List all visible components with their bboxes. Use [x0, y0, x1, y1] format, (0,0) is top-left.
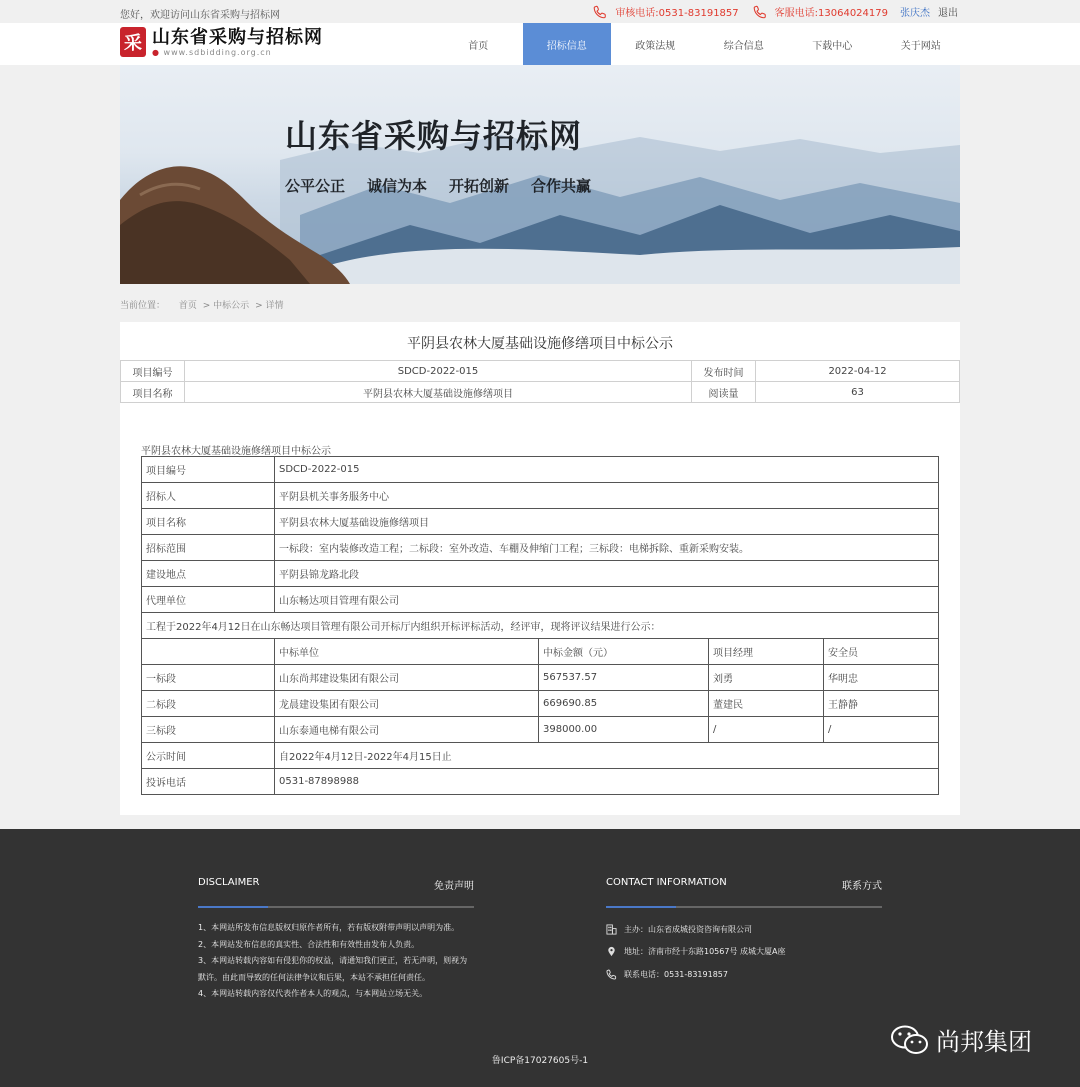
info-value: 一标段：室内装修改造工程；二标段：室外改造、车棚及伸缩门工程；三标段：电梯拆除、重新采购安装。	[275, 535, 939, 561]
table-row	[142, 561, 939, 587]
lot-safety: 华明忠	[824, 665, 939, 691]
contact-title-en: CONTACT INFORMATION	[606, 877, 727, 888]
breadcrumb	[120, 298, 286, 311]
disclaimer-title-cn: 免责声明	[434, 881, 474, 892]
slogan: 公平公正	[285, 177, 346, 195]
lot-safety: /	[824, 717, 939, 743]
info-value: 自2022年4月12日-2022年4月15日止	[275, 743, 939, 769]
site-logo[interactable]: 采 山东省采购与招标网 ● www.sdbidding.org.cn	[120, 27, 323, 57]
watermark-text: 尚邦集团	[936, 1028, 1032, 1056]
meta-label: 阅读量	[692, 382, 756, 403]
section-caption: 平阴县农林大厦基础设施修缮项目中标公示	[141, 446, 331, 457]
info-value: 山东畅达项目管理有限公司	[275, 587, 939, 613]
contact-phone: 联系电话：0531-83191857	[624, 969, 728, 979]
hero-banner	[120, 65, 960, 284]
contact-address: 地址：济南市经十东路10567号 成城大厦A座	[624, 947, 786, 957]
main-nav	[434, 23, 965, 65]
lot-manager: /	[709, 717, 824, 743]
info-label: 项目名称	[142, 509, 275, 535]
info-label: 投诉电话	[142, 769, 275, 795]
table-row	[142, 457, 939, 483]
lot-unit: 龙晨建设集团有限公司	[275, 691, 539, 717]
info-label: 建设地点	[142, 561, 275, 587]
disclaimer-title-en: DISCLAIMER	[198, 877, 260, 888]
lot-unit: 山东泰通电梯有限公司	[275, 717, 539, 743]
logo-title: 山东省采购与招标网	[152, 26, 323, 48]
meta-label: 项目名称	[121, 382, 185, 403]
table-row	[142, 613, 939, 639]
info-label: 招标范围	[142, 535, 275, 561]
column-header: 安全员	[824, 639, 939, 665]
lot-label: 二标段	[142, 691, 275, 717]
table-row	[142, 665, 939, 691]
nav-item-general-info[interactable]: 综合信息	[723, 40, 764, 52]
info-value: 平阴县锦龙路北段	[275, 561, 939, 587]
lot-manager: 刘勇	[709, 665, 824, 691]
disclaimer-item: 1、本网站所发布信息版权归原作者所有，若有版权附带声明以声明为准。	[198, 923, 460, 932]
table-row	[121, 382, 960, 403]
lot-manager: 董建民	[709, 691, 824, 717]
top-bar-contacts	[593, 4, 958, 19]
nav-item-downloads[interactable]: 下载中心	[812, 40, 853, 52]
info-label: 公示时间	[142, 743, 275, 769]
slogan: 合作共赢	[531, 177, 592, 195]
column-header: 中标金额（元）	[539, 639, 709, 665]
disclaimer-item: 3、本网站转载内容如有侵犯你的权益，请通知我们更正，若无声明，则视为默许。由此而导致的任何法律争议和后果，本站不承担任何责任。	[198, 956, 468, 982]
table-row	[142, 509, 939, 535]
info-label: 招标人	[142, 483, 275, 509]
article-panel	[120, 322, 960, 815]
info-statement: 工程于2022年4月12日在山东畅达项目管理有限公司开标厅内组织开标评标活动，经评审，现将评议结果进行公示：	[142, 613, 939, 639]
disclaimer-item: 2、本网站发布信息的真实性、合法性和有效性由发布人负责。	[198, 939, 420, 949]
table-row	[142, 483, 939, 509]
breadcrumb-label: 当前位置：	[120, 301, 166, 311]
info-value: 0531-87898988	[275, 769, 939, 795]
banner-slogans	[285, 175, 591, 196]
lot-unit: 山东尚邦建设集团有限公司	[275, 665, 539, 691]
contact-section	[606, 877, 882, 986]
breadcrumb-section[interactable]: > 中标公示	[202, 301, 250, 311]
info-value: 平阴县机关事务服务中心	[275, 483, 939, 509]
contact-title-cn: 联系方式	[842, 881, 882, 892]
phone-icon	[753, 5, 767, 19]
logo-url: www.sdbidding.org.cn	[163, 47, 272, 57]
info-value: 平阴县农林大厦基础设施修缮项目	[275, 509, 939, 535]
table-row	[142, 769, 939, 795]
info-label: 代理单位	[142, 587, 275, 613]
audit-phone: 审核电话:0531-83191857	[615, 8, 739, 19]
info-label	[142, 639, 275, 665]
slogan: 开拓创新	[449, 177, 510, 195]
logo-mark-icon: 采	[120, 27, 146, 57]
info-label: 项目编号	[142, 457, 275, 483]
site-footer	[0, 829, 1080, 1087]
article-title: 平阴县农林大厦基础设施修缮项目中标公示	[407, 336, 673, 352]
column-header: 中标单位	[275, 639, 539, 665]
site-header	[0, 23, 1080, 65]
table-row	[142, 535, 939, 561]
logout-link[interactable]: 退出	[938, 8, 958, 19]
building-icon	[606, 924, 620, 935]
info-value: SDCD-2022-015	[275, 457, 939, 483]
breadcrumb-home[interactable]: 首页	[178, 301, 197, 311]
breadcrumb-current: > 详情	[255, 301, 284, 311]
nav-item-bidding-info[interactable]: 招标信息	[523, 23, 612, 65]
table-row	[142, 743, 939, 769]
lot-label: 一标段	[142, 665, 275, 691]
footer-divider	[606, 906, 882, 908]
wechat-icon	[890, 1024, 930, 1056]
article-meta-table	[120, 360, 960, 403]
nav-item-policy[interactable]: 政策法规	[635, 40, 676, 52]
location-pin-icon	[606, 946, 620, 957]
table-row	[142, 587, 939, 613]
column-header: 项目经理	[709, 639, 824, 665]
award-info-table	[141, 456, 939, 795]
nav-item-home[interactable]: 首页	[468, 40, 489, 52]
top-bar	[0, 0, 1080, 23]
nav-item-about[interactable]: 关于网站	[900, 40, 941, 52]
table-header-row	[142, 639, 939, 665]
lot-safety: 王静静	[824, 691, 939, 717]
user-link[interactable]: 张庆杰	[900, 8, 930, 19]
meta-value: SDCD-2022-015	[185, 361, 692, 382]
lot-amount: 567537.57	[539, 665, 709, 691]
phone-icon	[606, 969, 620, 980]
meta-label: 项目编号	[121, 361, 185, 382]
lot-amount: 669690.85	[539, 691, 709, 717]
welcome-text: 您好，欢迎访问山东省采购与招标网	[120, 10, 280, 21]
footer-divider	[198, 906, 474, 908]
table-row	[121, 361, 960, 382]
table-row	[142, 691, 939, 717]
phone-icon	[593, 5, 607, 19]
icp-record[interactable]: 鲁ICP备17027605号-1	[491, 1056, 589, 1066]
meta-value: 2022-04-12	[756, 361, 960, 382]
slogan: 诚信为本	[367, 177, 428, 195]
lot-label: 三标段	[142, 717, 275, 743]
meta-value: 平阴县农林大厦基础设施修缮项目	[185, 382, 692, 403]
table-row	[142, 717, 939, 743]
lot-amount: 398000.00	[539, 717, 709, 743]
service-phone: 客服电话:13064024179	[774, 8, 888, 19]
disclaimer-item: 4、本网站转载内容仅代表作者本人的观点，与本网站立场无关。	[198, 989, 428, 998]
contact-host: 主办：山东省成城投资咨询有限公司	[624, 924, 752, 934]
wechat-watermark	[890, 1022, 1032, 1057]
banner-title: 山东省采购与招标网	[285, 117, 583, 155]
meta-value: 63	[756, 382, 960, 403]
disclaimer-section	[198, 877, 474, 1003]
meta-label: 发布时间	[692, 361, 756, 382]
